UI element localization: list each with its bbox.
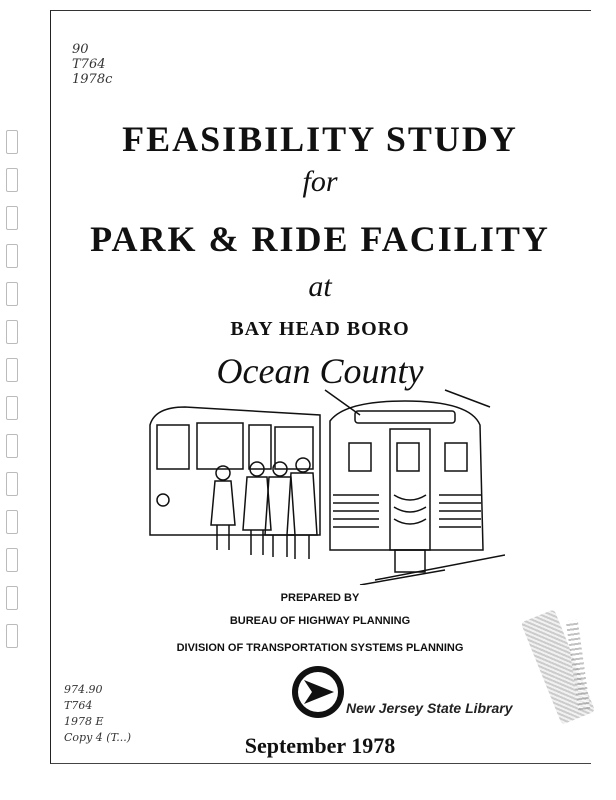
title-line-2: for [302, 165, 338, 198]
bureau-name: BUREAU OF HIGHWAY PLANNING [229, 615, 411, 627]
hw-line: 974.90 [64, 683, 103, 696]
bus-body [150, 407, 320, 535]
bus-window [157, 425, 189, 469]
prepared-by-label: PREPARED BY [280, 592, 360, 604]
publication-date: September 1978 [244, 733, 396, 758]
train-window [397, 443, 419, 471]
location-title: BAY HEAD BORO [230, 318, 410, 340]
county-title: Ocean County [216, 351, 424, 391]
train-coupler [395, 550, 425, 572]
train-door [390, 429, 430, 550]
library-stamp-text: New Jersey State Library [346, 700, 513, 716]
bus-window [197, 423, 243, 469]
passengers [211, 458, 317, 559]
division-name: DIVISION OF TRANSPORTATION SYSTEMS PLANNING [176, 642, 464, 654]
binder-holes [6, 130, 20, 650]
handwritten-note-top [72, 42, 112, 87]
hw-line: 1978c [72, 72, 113, 87]
title-line-4: at [308, 270, 332, 303]
hw-line: 1978 E [64, 715, 104, 728]
title-line-3: PARK & RIDE FACILITY [90, 219, 550, 259]
hw-line: T764 [72, 57, 106, 72]
train-bus-illustration [145, 385, 505, 585]
hw-line: 90 [72, 42, 89, 57]
train-window [445, 443, 467, 471]
hw-line: Copy 4 (T...) [64, 731, 132, 744]
title-line-1: FEASIBILITY STUDY [122, 119, 518, 159]
train-window [349, 443, 371, 471]
nj-dot-seal-logo [290, 664, 346, 720]
hw-line: T764 [64, 699, 93, 712]
